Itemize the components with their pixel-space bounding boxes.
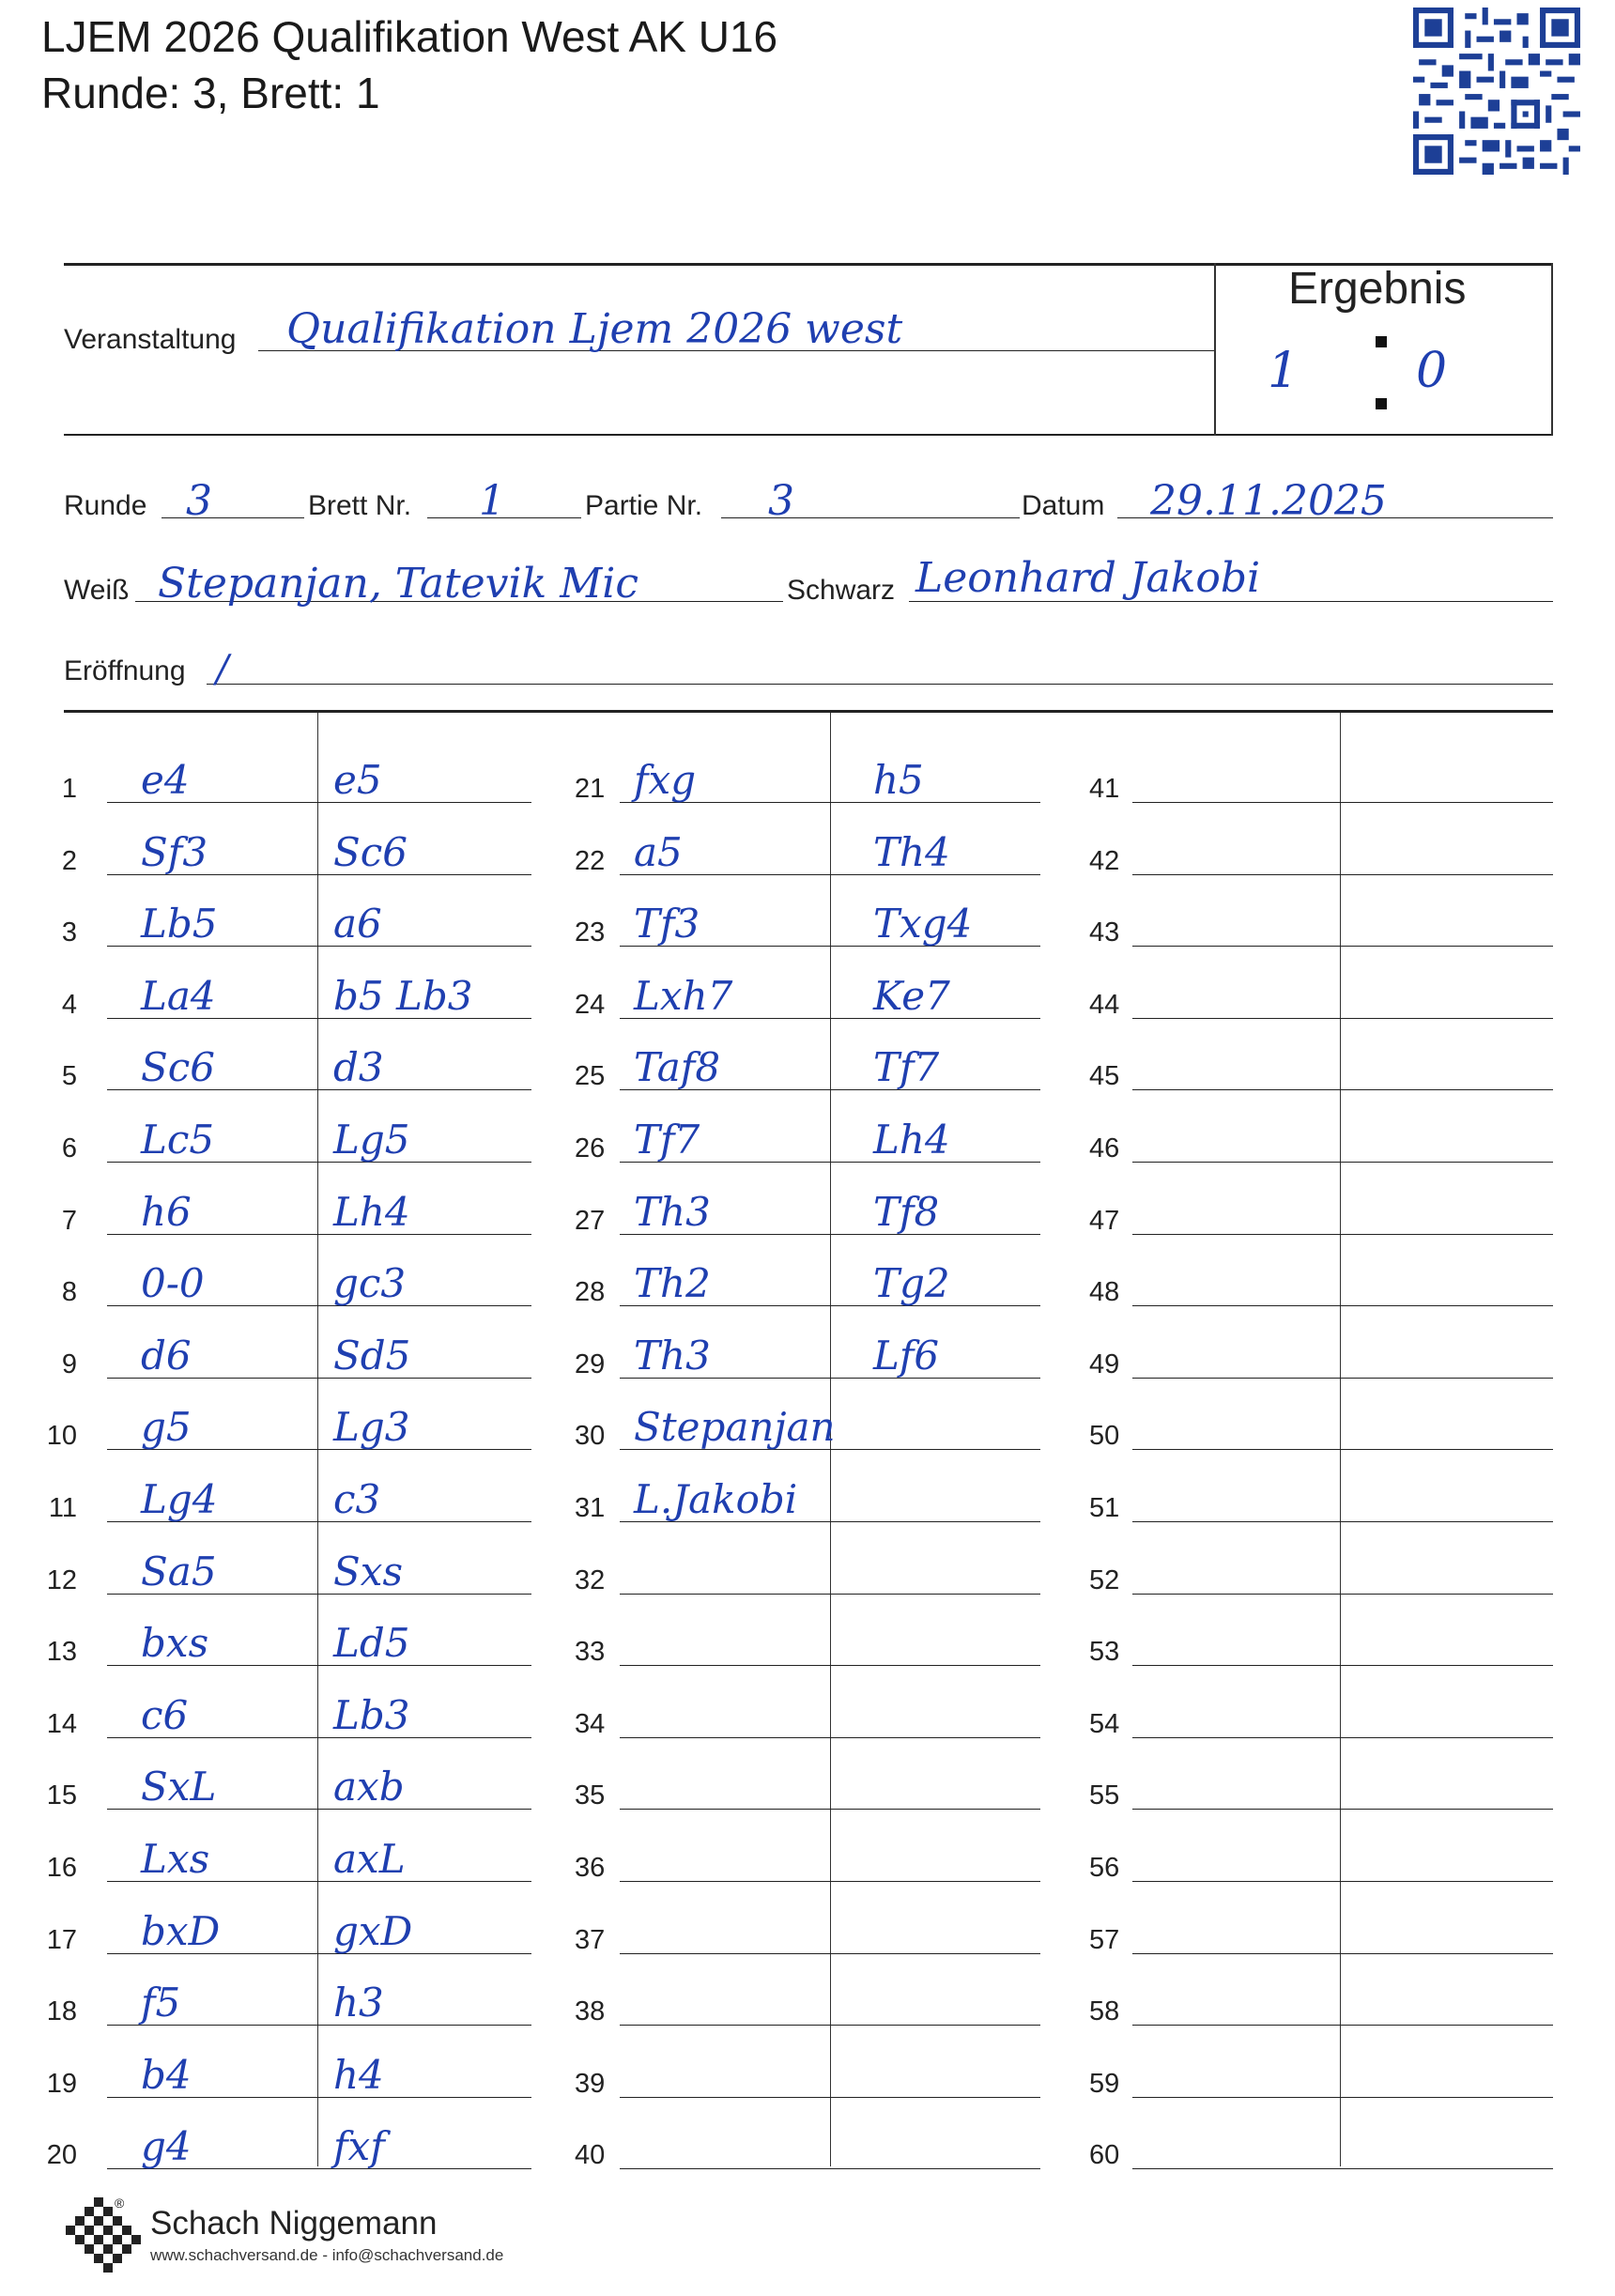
round-value: 3 (186, 477, 212, 525)
page-subtitle: Runde: 3, Brett: 1 (41, 69, 380, 117)
event-value: Qualifikation Ljem 2026 west (286, 305, 903, 353)
result-label: Ergebnis (1288, 264, 1467, 314)
move-number: 57 (1089, 1924, 1120, 1955)
move-line (620, 1665, 1040, 1666)
result-white: 1 (1268, 343, 1300, 399)
move-number: 26 (575, 1133, 606, 1163)
white-move: Stepanjan (634, 1404, 836, 1451)
white-move: d6 (141, 1332, 192, 1379)
result-colon-bottom (1376, 398, 1387, 409)
black-move: c3 (333, 1476, 381, 1522)
move-line (1132, 1953, 1553, 1954)
result-box-divider (1214, 263, 1216, 436)
white-move: Th3 (634, 1188, 711, 1235)
move-line (620, 2097, 1040, 2098)
move-number: 16 (46, 1853, 77, 1883)
move-number: 48 (1089, 1277, 1120, 1308)
move-number: 49 (1089, 1348, 1120, 1379)
move-number: 1 (61, 774, 77, 804)
white-move: Lxh7 (634, 972, 733, 1019)
move-number: 22 (575, 845, 606, 876)
move-number: 38 (575, 1996, 606, 2027)
black-move: Lb3 (333, 1691, 410, 1738)
move-number: 11 (48, 1493, 77, 1523)
white-move: Sc6 (141, 1044, 216, 1091)
move-number: 44 (1089, 989, 1120, 1020)
move-number: 32 (575, 1564, 606, 1595)
black-move: Ke7 (873, 972, 950, 1019)
move-number: 54 (1089, 1708, 1120, 1739)
move-number: 39 (575, 2068, 606, 2099)
move-number: 5 (61, 1061, 77, 1092)
black-move: Tf8 (873, 1188, 940, 1235)
move-line (1132, 874, 1553, 875)
opening-line (207, 684, 1553, 685)
white-move: bxD (141, 1907, 221, 1954)
white-move: g4 (141, 2123, 192, 2170)
move-number: 20 (46, 2140, 77, 2171)
move-number: 46 (1089, 1133, 1120, 1163)
brand-contact: www.schachversand.de - info@schachversand.de (150, 2246, 504, 2264)
move-line (620, 2025, 1040, 2026)
move-number: 17 (46, 1924, 77, 1955)
event-label: Veranstaltung (64, 324, 237, 355)
move-line (620, 1594, 1040, 1595)
white-label: Weiß (64, 575, 130, 606)
move-number: 56 (1089, 1853, 1120, 1883)
black-label: Schwarz (787, 575, 896, 606)
move-number: 7 (61, 1205, 77, 1236)
move-line (1132, 1378, 1553, 1379)
move-number: 9 (61, 1348, 77, 1379)
black-move: Lh4 (333, 1188, 410, 1235)
black-move: Sc6 (333, 828, 408, 875)
move-number: 28 (575, 1277, 606, 1308)
black-move: b5 Lb3 (333, 972, 473, 1019)
form-box-bottom (64, 434, 1553, 436)
white-move: Sa5 (141, 1548, 217, 1595)
qr-code-icon (1413, 8, 1580, 175)
move-line (620, 1953, 1040, 1954)
move-number: 59 (1089, 2068, 1120, 2099)
move-number: 25 (575, 1061, 606, 1092)
result-black: 0 (1416, 343, 1448, 399)
black-move: Lh4 (873, 1117, 950, 1163)
move-number: 52 (1089, 1564, 1120, 1595)
move-number: 13 (46, 1637, 77, 1668)
move-number: 24 (575, 989, 606, 1020)
move-number: 30 (575, 1421, 606, 1452)
opening-value: / (216, 648, 229, 691)
move-number: 42 (1089, 845, 1120, 876)
move-line (1132, 2168, 1553, 2169)
col-separator-3 (1340, 713, 1341, 2166)
move-line (1132, 1162, 1553, 1163)
move-number: 47 (1089, 1205, 1120, 1236)
white-move: a5 (634, 828, 683, 875)
black-move: d3 (333, 1044, 384, 1091)
white-move: Th3 (634, 1332, 711, 1379)
game-line (721, 517, 1020, 518)
move-line (1132, 1809, 1553, 1810)
move-number: 45 (1089, 1061, 1120, 1092)
white-move: Tf7 (634, 1117, 700, 1163)
move-line (1132, 1594, 1553, 1595)
move-number: 36 (575, 1853, 606, 1883)
black-move: h5 (873, 757, 924, 803)
black-move: Sd5 (333, 1332, 411, 1379)
white-move: 0-0 (141, 1260, 205, 1307)
move-number: 21 (575, 774, 606, 804)
white-move: Sf3 (141, 828, 208, 875)
move-number: 37 (575, 1924, 606, 1955)
move-line (620, 2168, 1040, 2169)
move-line (1132, 1305, 1553, 1306)
board-label: Brett Nr. (308, 490, 412, 521)
black-move: Tf7 (873, 1044, 940, 1091)
brand-name: Schach Niggemann (150, 2205, 438, 2242)
game-label: Partie Nr. (585, 490, 703, 521)
move-number: 15 (46, 1780, 77, 1811)
black-move: Lg3 (333, 1404, 410, 1451)
move-number: 27 (575, 1205, 606, 1236)
white-value: Stepanjan, Tatevik Mic (158, 560, 639, 608)
move-number: 51 (1089, 1493, 1120, 1523)
move-line (620, 874, 1040, 875)
move-line (1132, 2097, 1553, 2098)
white-move: Taf8 (634, 1044, 721, 1091)
black-move: axb (333, 1764, 405, 1811)
white-move: h6 (141, 1188, 192, 1235)
move-line (1132, 1089, 1553, 1090)
move-number: 29 (575, 1348, 606, 1379)
black-move: Tg2 (873, 1260, 950, 1307)
move-line (620, 1737, 1040, 1738)
move-number: 58 (1089, 1996, 1120, 2027)
date-value: 29.11.2025 (1150, 477, 1387, 525)
result-colon-top (1376, 336, 1387, 347)
move-number: 33 (575, 1637, 606, 1668)
move-number: 10 (46, 1421, 77, 1452)
result-box-right (1551, 263, 1553, 436)
move-line (1132, 2025, 1553, 2026)
black-move: e5 (333, 757, 382, 803)
black-move: h4 (333, 2051, 384, 2098)
black-move: Sxs (333, 1548, 404, 1595)
move-number: 4 (61, 989, 77, 1020)
move-line (620, 1809, 1040, 1810)
round-line (162, 517, 304, 518)
move-line (1132, 1737, 1553, 1738)
black-move: Lf6 (873, 1332, 940, 1379)
white-move: La4 (141, 972, 216, 1019)
black-move: Txg4 (873, 901, 973, 948)
move-number: 34 (575, 1708, 606, 1739)
move-line (1132, 1018, 1553, 1019)
date-label: Datum (1022, 490, 1105, 521)
white-move: b4 (141, 2051, 192, 2098)
black-move: Lg5 (333, 1117, 410, 1163)
black-move: axL (333, 1836, 406, 1882)
move-line (1132, 1234, 1553, 1235)
move-number: 12 (46, 1564, 77, 1595)
opening-label: Eröffnung (64, 655, 186, 686)
white-move: Lc5 (141, 1117, 215, 1163)
move-number: 18 (46, 1996, 77, 2027)
white-move: SxL (141, 1764, 217, 1811)
registered-mark: ® (115, 2196, 125, 2211)
white-move: Lg4 (141, 1476, 218, 1522)
move-number: 35 (575, 1780, 606, 1811)
move-line (1132, 1665, 1553, 1666)
black-move: h3 (333, 1980, 384, 2026)
move-number: 60 (1089, 2140, 1120, 2171)
black-value: Leonhard Jakobi (915, 554, 1261, 602)
move-line (1132, 1449, 1553, 1450)
move-number: 2 (61, 845, 77, 876)
move-line (1132, 802, 1553, 803)
move-number: 53 (1089, 1637, 1120, 1668)
move-number: 14 (46, 1708, 77, 1739)
move-number: 8 (61, 1277, 77, 1308)
black-move: fxf (333, 2123, 385, 2170)
white-move: bxs (141, 1620, 209, 1667)
moves-top-rule (64, 710, 1553, 713)
move-number: 19 (46, 2068, 77, 2099)
move-number: 50 (1089, 1421, 1120, 1452)
black-move: a6 (333, 901, 382, 948)
move-number: 55 (1089, 1780, 1120, 1811)
move-number: 3 (61, 917, 77, 948)
col-separator-1 (317, 713, 318, 2166)
move-number: 40 (575, 2140, 606, 2171)
white-move: Lb5 (141, 901, 218, 948)
white-move: g5 (141, 1404, 192, 1451)
move-line (620, 1881, 1040, 1882)
board-value: 1 (479, 477, 505, 525)
black-move: Ld5 (333, 1620, 410, 1667)
move-number: 43 (1089, 917, 1120, 948)
move-line (1132, 946, 1553, 947)
black-move: gxD (333, 1907, 413, 1954)
chess-board-logo-icon (66, 2197, 141, 2273)
white-move: c6 (141, 1691, 189, 1738)
black-move: gc3 (333, 1260, 407, 1307)
white-move: Tf3 (634, 901, 700, 948)
white-move: L.Jakobi (634, 1476, 798, 1522)
move-number: 41 (1089, 774, 1120, 804)
move-line (1132, 1881, 1553, 1882)
white-move: f5 (141, 1980, 181, 2026)
move-number: 6 (61, 1133, 77, 1163)
white-move: Lxs (141, 1836, 210, 1882)
round-label: Runde (64, 490, 147, 521)
move-line (1132, 1521, 1553, 1522)
game-value: 3 (768, 477, 794, 525)
white-move: e4 (141, 757, 190, 803)
white-move: fxg (634, 757, 697, 803)
white-move: Th2 (634, 1260, 711, 1307)
move-number: 31 (575, 1493, 606, 1523)
page-title: LJEM 2026 Qualifikation West AK U16 (41, 12, 778, 61)
black-move: Th4 (873, 828, 950, 875)
move-number: 23 (575, 917, 606, 948)
